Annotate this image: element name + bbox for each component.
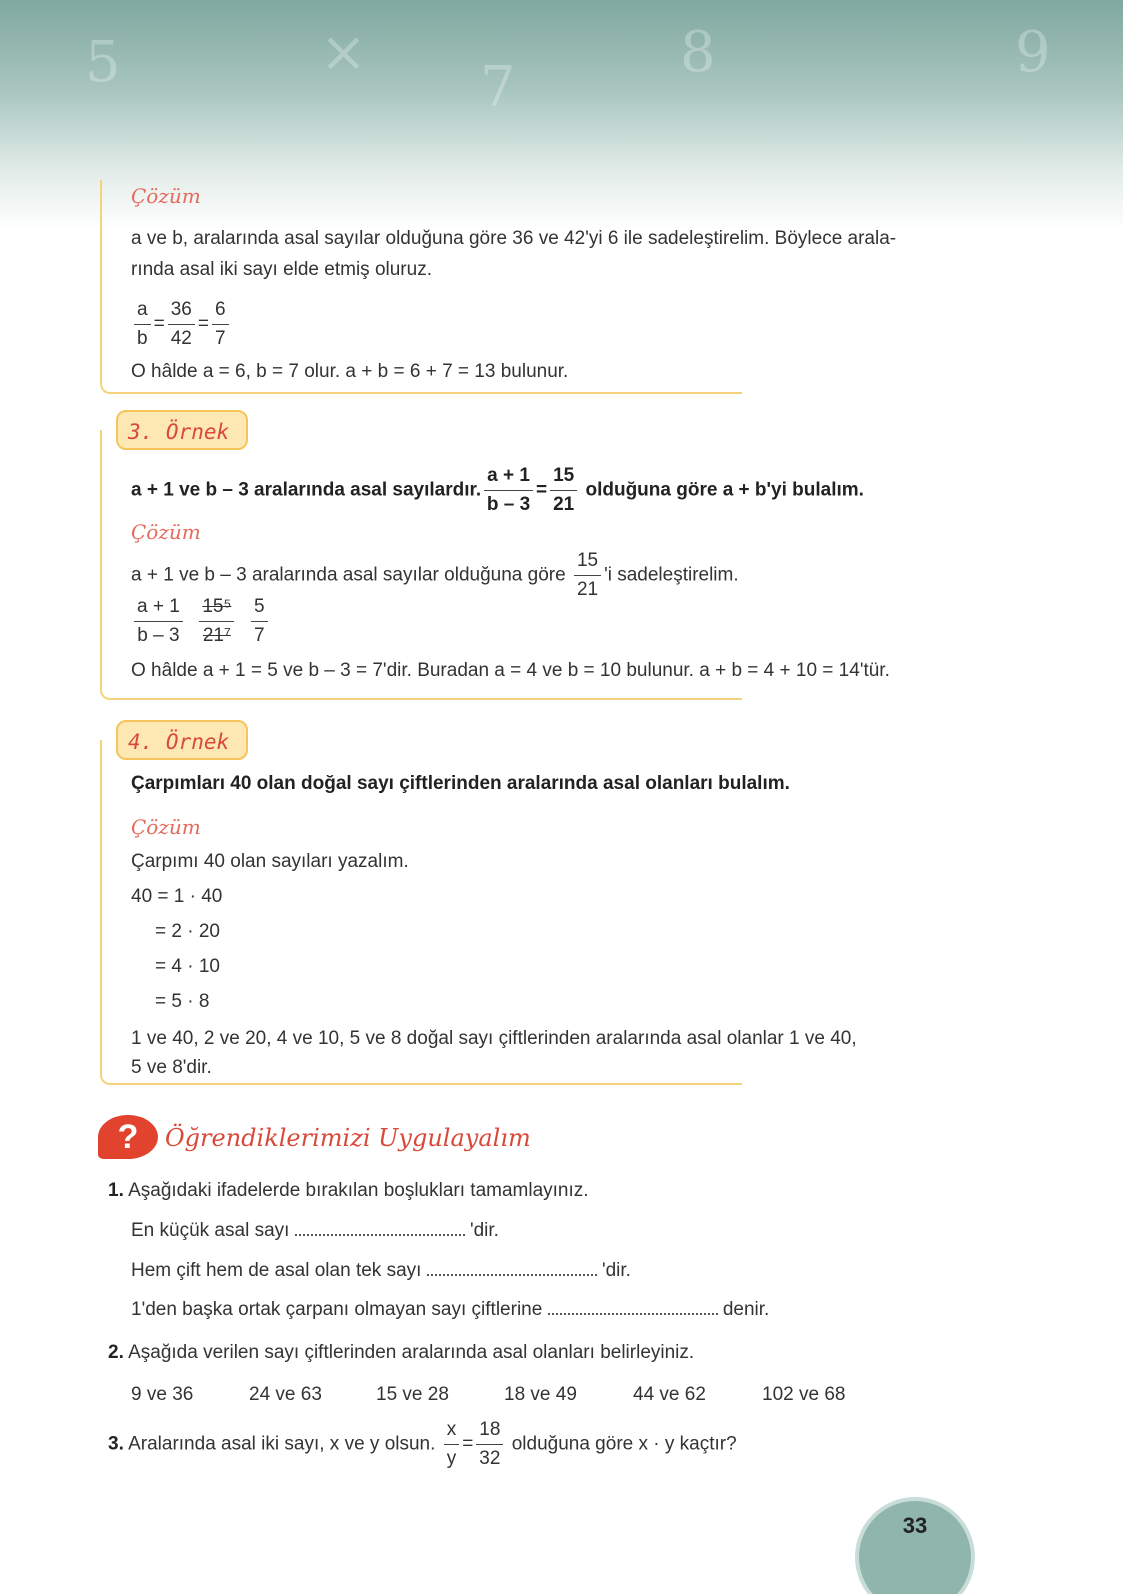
blank-field[interactable] <box>427 1274 597 1276</box>
example-3-label: 3. Örnek <box>116 410 248 450</box>
question-bubble-icon: ? <box>98 1115 158 1159</box>
example-4-label: 4. Örnek <box>116 720 248 760</box>
equation-line: = 5 · 8 <box>155 991 210 1012</box>
text-line: a ve b, aralarında asal sayılar olduğuna göre 36 ve 42'yi 6 ile sadeleştirelim. Böylece arala- <box>131 228 897 249</box>
pair: 15 ve 28 <box>376 1384 449 1405</box>
fill-blank-3: 1'den başka ortak çarpanı olmayan sayı çiftlerine denir. <box>131 1299 770 1320</box>
solution-label: Çözüm <box>131 520 201 544</box>
pair: 9 ve 36 <box>131 1384 194 1405</box>
blank-field[interactable] <box>295 1234 465 1236</box>
question-1: 1. Aşağıdaki ifadelerde bırakılan boşlukları tamamlayınız. <box>108 1180 589 1201</box>
example-3-question: a + 1 ve b – 3 aralarında asal sayılardır. $\frac{a + 1}{b - 3}$ = $\frac{15}{21}$ olduğuna göre a + b'yi bulalım. <box>131 462 864 519</box>
page-number: 33 <box>855 1497 975 1594</box>
fill-blank-2: Hem çift hem de asal olan tek sayı 'dir. <box>131 1260 631 1281</box>
fill-blank-1: En küçük asal sayı 'dir. <box>131 1220 499 1241</box>
conclusion: O hâlde a = 6, b = 7 olur. a + b = 6 + 7 = 13 bulunur. <box>131 361 569 382</box>
practice-title: Öğrendiklerimizi Uygulayalım <box>165 1124 531 1152</box>
conclusion: 5 ve 8'dir. <box>131 1057 212 1078</box>
conclusion: 1 ve 40, 2 ve 20, 4 ve 10, 5 ve 8 doğal sayı çiftlerinden aralarında asal olanlar 1 ve 40, <box>131 1028 857 1049</box>
pair: 44 ve 62 <box>633 1384 706 1405</box>
conclusion: O hâlde a + 1 = 5 ve b – 3 = 7'dir. Buradan a = 4 ve b = 10 bulunur. a + b = 4 + 10 = 14'tür. <box>131 660 890 681</box>
header-digit: 8 <box>680 20 716 85</box>
text-line: Çarpımı 40 olan sayıları yazalım. <box>131 851 409 872</box>
pair: 18 ve 49 <box>504 1384 577 1405</box>
equation: $\frac{a + 1}{b - 3}$ $\frac{\text{15⁵}}{\text{21⁷}}$ $\frac{5}{7}$ <box>131 593 271 650</box>
question-3: 3. Aralarında asal iki sayı, x ve y olsun. $\frac{x}{y}$ = $\frac{18}{32}$ olduğuna göre x · y kaçtır? <box>108 1416 737 1473</box>
solution-label: Çözüm <box>131 184 201 208</box>
equation-line: = 2 · 20 <box>155 921 220 942</box>
equation: $\frac{a}{b}$ = $\frac{36}{42}$ = $\frac{6}{7}$ <box>131 296 232 353</box>
header-digit: 5 <box>85 30 121 95</box>
text-line: rında asal iki sayı elde etmiş oluruz. <box>131 259 432 280</box>
header-digit: 7 <box>480 55 516 120</box>
equation-line: = 4 · 10 <box>155 956 220 977</box>
text-line: a + 1 ve b – 3 aralarında asal sayılar olduğuna göre $\frac{15}{21}$ 'i sadeleştirelim. <box>131 547 739 604</box>
blank-field[interactable] <box>548 1313 718 1315</box>
solution-label: Çözüm <box>131 815 201 839</box>
example-4-question: Çarpımları 40 olan doğal sayı çiftlerinden aralarında asal olanları bulalım. <box>131 773 790 794</box>
header-digit: 9 <box>1015 20 1051 85</box>
equation-line: 40 = 1 · 40 <box>131 886 223 907</box>
pair: 102 ve 68 <box>762 1384 846 1405</box>
header-digit: × <box>320 20 367 85</box>
pair: 24 ve 63 <box>249 1384 322 1405</box>
question-2: 2. Aşağıda verilen sayı çiftlerinden aralarında asal olanları belirleyiniz. <box>108 1342 695 1363</box>
